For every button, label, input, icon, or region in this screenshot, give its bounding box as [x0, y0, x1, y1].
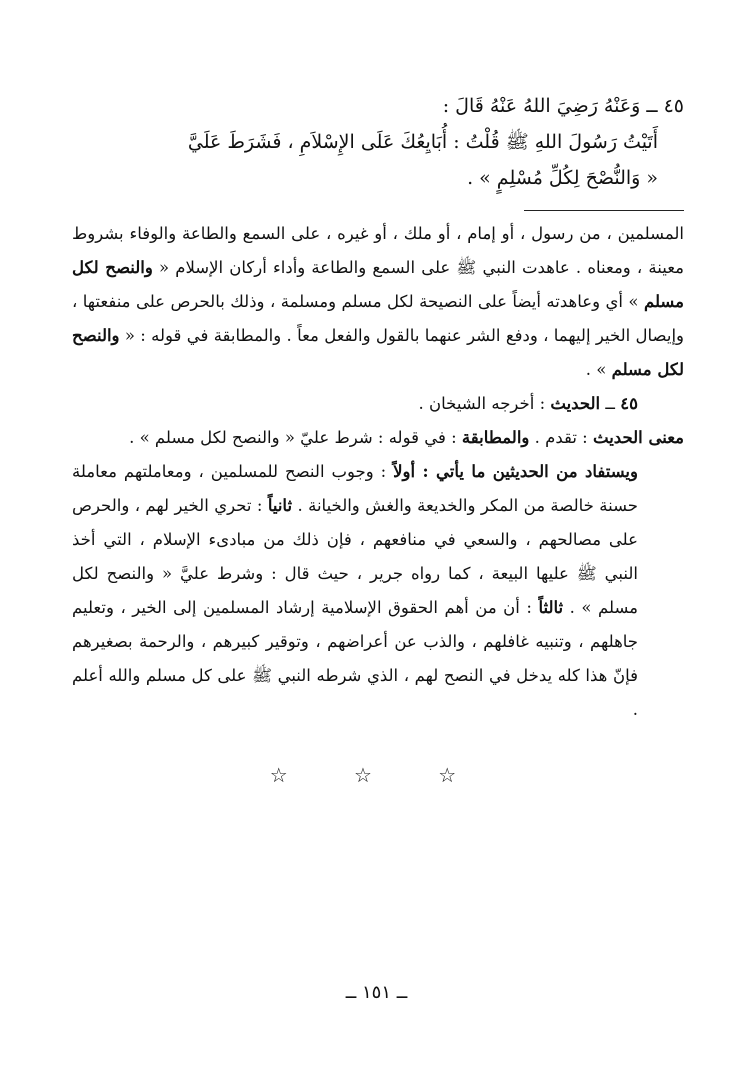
hadith-text: [72, 124, 684, 196]
text-run: : وجوب النصح للمسلمين ، ومعاملتهم معاملة حسنة خالصة من المكر والخديعة والغش والخيانة .: [72, 462, 638, 515]
commentary-paragraph-4: [72, 455, 684, 727]
bold-phrase: والنصح لكل مسلم: [72, 258, 684, 311]
text-run: : تقدم .: [529, 428, 593, 447]
page-number: ــ ١٥١ ــ: [345, 982, 408, 1003]
text-run: : في قوله : شرط عليّ « والنصح لكل مسلم » .: [129, 428, 462, 447]
hadith-line: أَتَيْتُ رَسُولَ اللهِ ﷺ قُلْتُ : أُبَايِعُكَ عَلَى الإِسْلاَمِ ، فَشَرَطَ عَلَيَّ: [187, 131, 658, 153]
hadith-heading: ٤٥ ــ وَعَنْهُ رَضِيَ اللهُ عَنْهُ قَالَ :: [442, 95, 684, 117]
hadith-number: ٤٥: [620, 394, 638, 413]
commentary-paragraph-3: [72, 421, 684, 455]
bold-phrase: معنى الحديث: [593, 428, 684, 447]
page-body: [72, 88, 684, 787]
text-run: ــ: [600, 394, 621, 413]
bold-phrase: الحديث: [550, 394, 601, 413]
section-separator-stars: ☆ ☆ ☆: [269, 763, 487, 787]
text-run: : أخرجه الشيخان .: [418, 394, 551, 413]
text-run: : تحري الخير لهم ، والحرص على مصالحهم ، والسعي في منافعهم ، فإن ذلك من مبادىء الإسلام ، التي أخذ النبي ﷺ عليها البيعة ، كما رواه جرير ، حيث قال : وشرط عليَّ « والنصح لكل مسلم » .: [72, 496, 638, 617]
bold-phrase: ثالثاً: [538, 598, 564, 617]
bold-phrase: والمطابقة: [461, 428, 530, 447]
bold-phrase: ثانياً: [267, 496, 293, 515]
commentary-paragraph-2: [72, 387, 684, 421]
hadith-line: « وَالنُّصْحَ لِكُلِّ مُسْلِمٍ » .: [467, 167, 658, 189]
commentary-paragraph-1: [72, 217, 684, 387]
text-run: » .: [585, 360, 612, 379]
text-run: » أي وعاهدته أيضاً على النصيحة لكل مسلم ومسلمة ، وذلك بالحرص على منفعتها ، وإيصال الخير إليهما ، ودفع الشر عنهما بالقول والفعل معاً . والمطابقة في قوله : «: [72, 292, 684, 345]
text-run: : أن من أهم الحقوق الإسلامية إرشاد المسلمين إلى الخير ، وتعليم جاهلهم ، وتنبيه غافلهم ، والذب عن أعراضهم ، وتوقير كبيرهم ، والرحمة بصغيرهم فإنّ هذا كله يدخل في النصح لهم ، الذي شرطه النبي ﷺ على كل مسلم والله أعلم .: [72, 598, 638, 719]
hadith-block: [72, 88, 684, 196]
footnote-divider: [524, 210, 684, 211]
bold-phrase: ويستفاد من الحديثين ما يأتي : أولاً: [393, 462, 638, 481]
commentary: [72, 217, 684, 727]
text-run: المسلمين ، من رسول ، أو إمام ، أو ملك ، أو غيره ، على السمع والطاعة والوفاء بشروط معينة ، ومعناه . عاهدت النبي ﷺ على السمع والطاعة وأداء أركان الإسلام «: [72, 224, 685, 277]
bold-phrase: والنصح لكل مسلم: [72, 326, 684, 379]
